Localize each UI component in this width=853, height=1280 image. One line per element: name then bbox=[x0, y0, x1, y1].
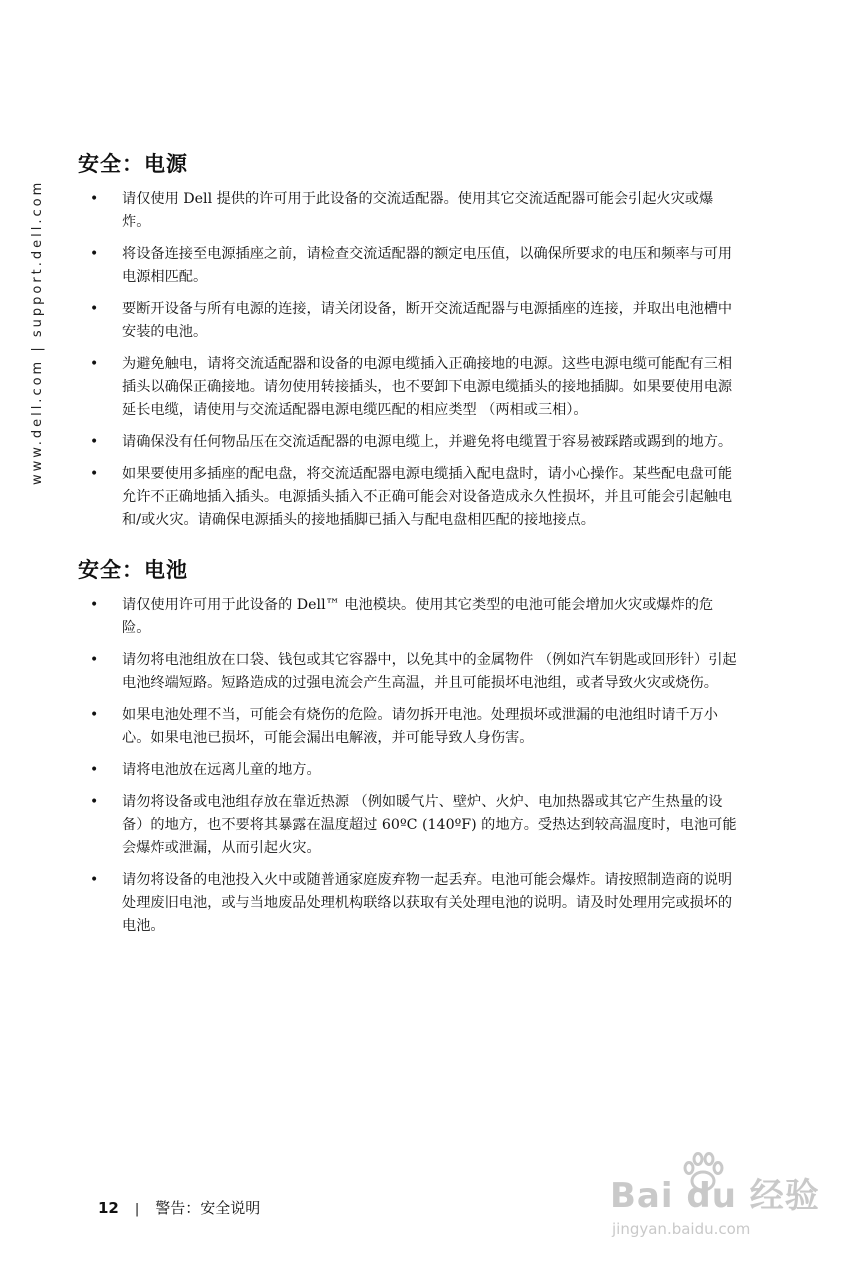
list-item: • 如果要使用多插座的配电盘，将交流适配器电源电缆插入配电盘时，请小心操作。某些配电盘可能允许不正确地插入插头。电源插头插入不正确可能会对设备造成永久性损坏，并且可能会引起触电和/或火灾。请确保电源插头的接地插脚已插入与配电盘相匹配的接地接点。 bbox=[78, 463, 738, 532]
bullet-icon: • bbox=[90, 246, 99, 262]
list-item: • 将设备连接至电源插座之前，请检查交流适配器的额定电压值，以确保所要求的电压和频率与可用电源相匹配。 bbox=[78, 243, 738, 289]
bullet-icon: • bbox=[90, 652, 99, 668]
bullet-icon: • bbox=[90, 191, 99, 207]
bullet-icon: • bbox=[90, 356, 99, 372]
bullet-icon: • bbox=[90, 794, 99, 810]
bullet-icon: • bbox=[90, 434, 99, 450]
baidu-watermark bbox=[610, 1150, 820, 1250]
page-footer bbox=[98, 1197, 260, 1218]
bullet-list bbox=[78, 594, 738, 938]
list-item: • 请勿将设备或电池组存放在靠近热源 （例如暖气片、壁炉、火炉、电加热器或其它产生热量的设备）的地方，也不要将其暴露在温度超过 60ºC (140ºF) 的地方。受热达到较高温度时，电池可能会爆炸或泄漏，从而引起火灾。 bbox=[78, 791, 738, 860]
bullet-list bbox=[78, 188, 738, 532]
page-content bbox=[78, 148, 738, 947]
list-item: • 请将电池放在远离儿童的地方。 bbox=[78, 759, 738, 782]
section-title: 安全：电池 bbox=[78, 558, 188, 582]
section-battery-safety bbox=[78, 554, 738, 938]
footer-separator: | bbox=[134, 1202, 140, 1217]
list-item: • 为避免触电，请将交流适配器和设备的电源电缆插入正确接地的电源。这些电源电缆可能配有三相插头以确保正确接地。请勿使用转接插头，也不要卸下电源电缆插头的接地插脚。如果要使用电源延长电缆，请使用与交流适配器电源电缆匹配的相应类型 （两相或三相）。 bbox=[78, 353, 738, 422]
page-number: 12 bbox=[98, 1199, 119, 1217]
section-title: 安全：电源 bbox=[78, 152, 188, 176]
bullet-icon: • bbox=[90, 707, 99, 723]
bullet-icon: • bbox=[90, 466, 99, 482]
footer-title: 警告：安全说明 bbox=[155, 1199, 261, 1217]
bullet-icon: • bbox=[90, 762, 99, 778]
bullet-icon: • bbox=[90, 872, 99, 888]
watermark-url: jingyan.baidu.com bbox=[612, 1220, 751, 1238]
list-item: • 请仅使用 Dell 提供的许可用于此设备的交流适配器。使用其它交流适配器可能会引起火灾或爆炸。 bbox=[78, 188, 738, 234]
section-power-safety bbox=[78, 148, 738, 532]
list-item: • 请勿将电池组放在口袋、钱包或其它容器中，以免其中的金属物件 （例如汽车钥匙或回形针）引起电池终端短路。短路造成的过强电流会产生高温，并且可能损坏电池组，或者导致火灾或烧伤。 bbox=[78, 649, 738, 695]
list-item: • 如果电池处理不当，可能会有烧伤的危险。请勿拆开电池。处理损坏或泄漏的电池组时请千万小心。如果电池已损坏，可能会漏出电解液，并可能导致人身伤害。 bbox=[78, 704, 738, 750]
list-item: • 要断开设备与所有电源的连接，请关闭设备，断开交流适配器与电源插座的连接，并取出电池槽中安装的电池。 bbox=[78, 298, 738, 344]
list-item: • 请确保没有任何物品压在交流适配器的电源电缆上，并避免将电缆置于容易被踩踏或踢到的地方。 bbox=[78, 431, 738, 454]
list-item: • 请仅使用许可用于此设备的 Dell™ 电池模块。使用其它类型的电池可能会增加火灾或爆炸的危险。 bbox=[78, 594, 738, 640]
bullet-icon: • bbox=[90, 301, 99, 317]
side-url: www.dell.com | support.dell.com bbox=[30, 179, 45, 485]
bullet-icon: • bbox=[90, 597, 99, 613]
list-item: • 请勿将设备的电池投入火中或随普通家庭废弃物一起丢弃。电池可能会爆炸。请按照制造商的说明处理废旧电池，或与当地废品处理机构联络以获取有关处理电池的说明。请及时处理用完或损坏的电池。 bbox=[78, 869, 738, 938]
watermark-brand: Bai du 经验 bbox=[610, 1176, 820, 1216]
